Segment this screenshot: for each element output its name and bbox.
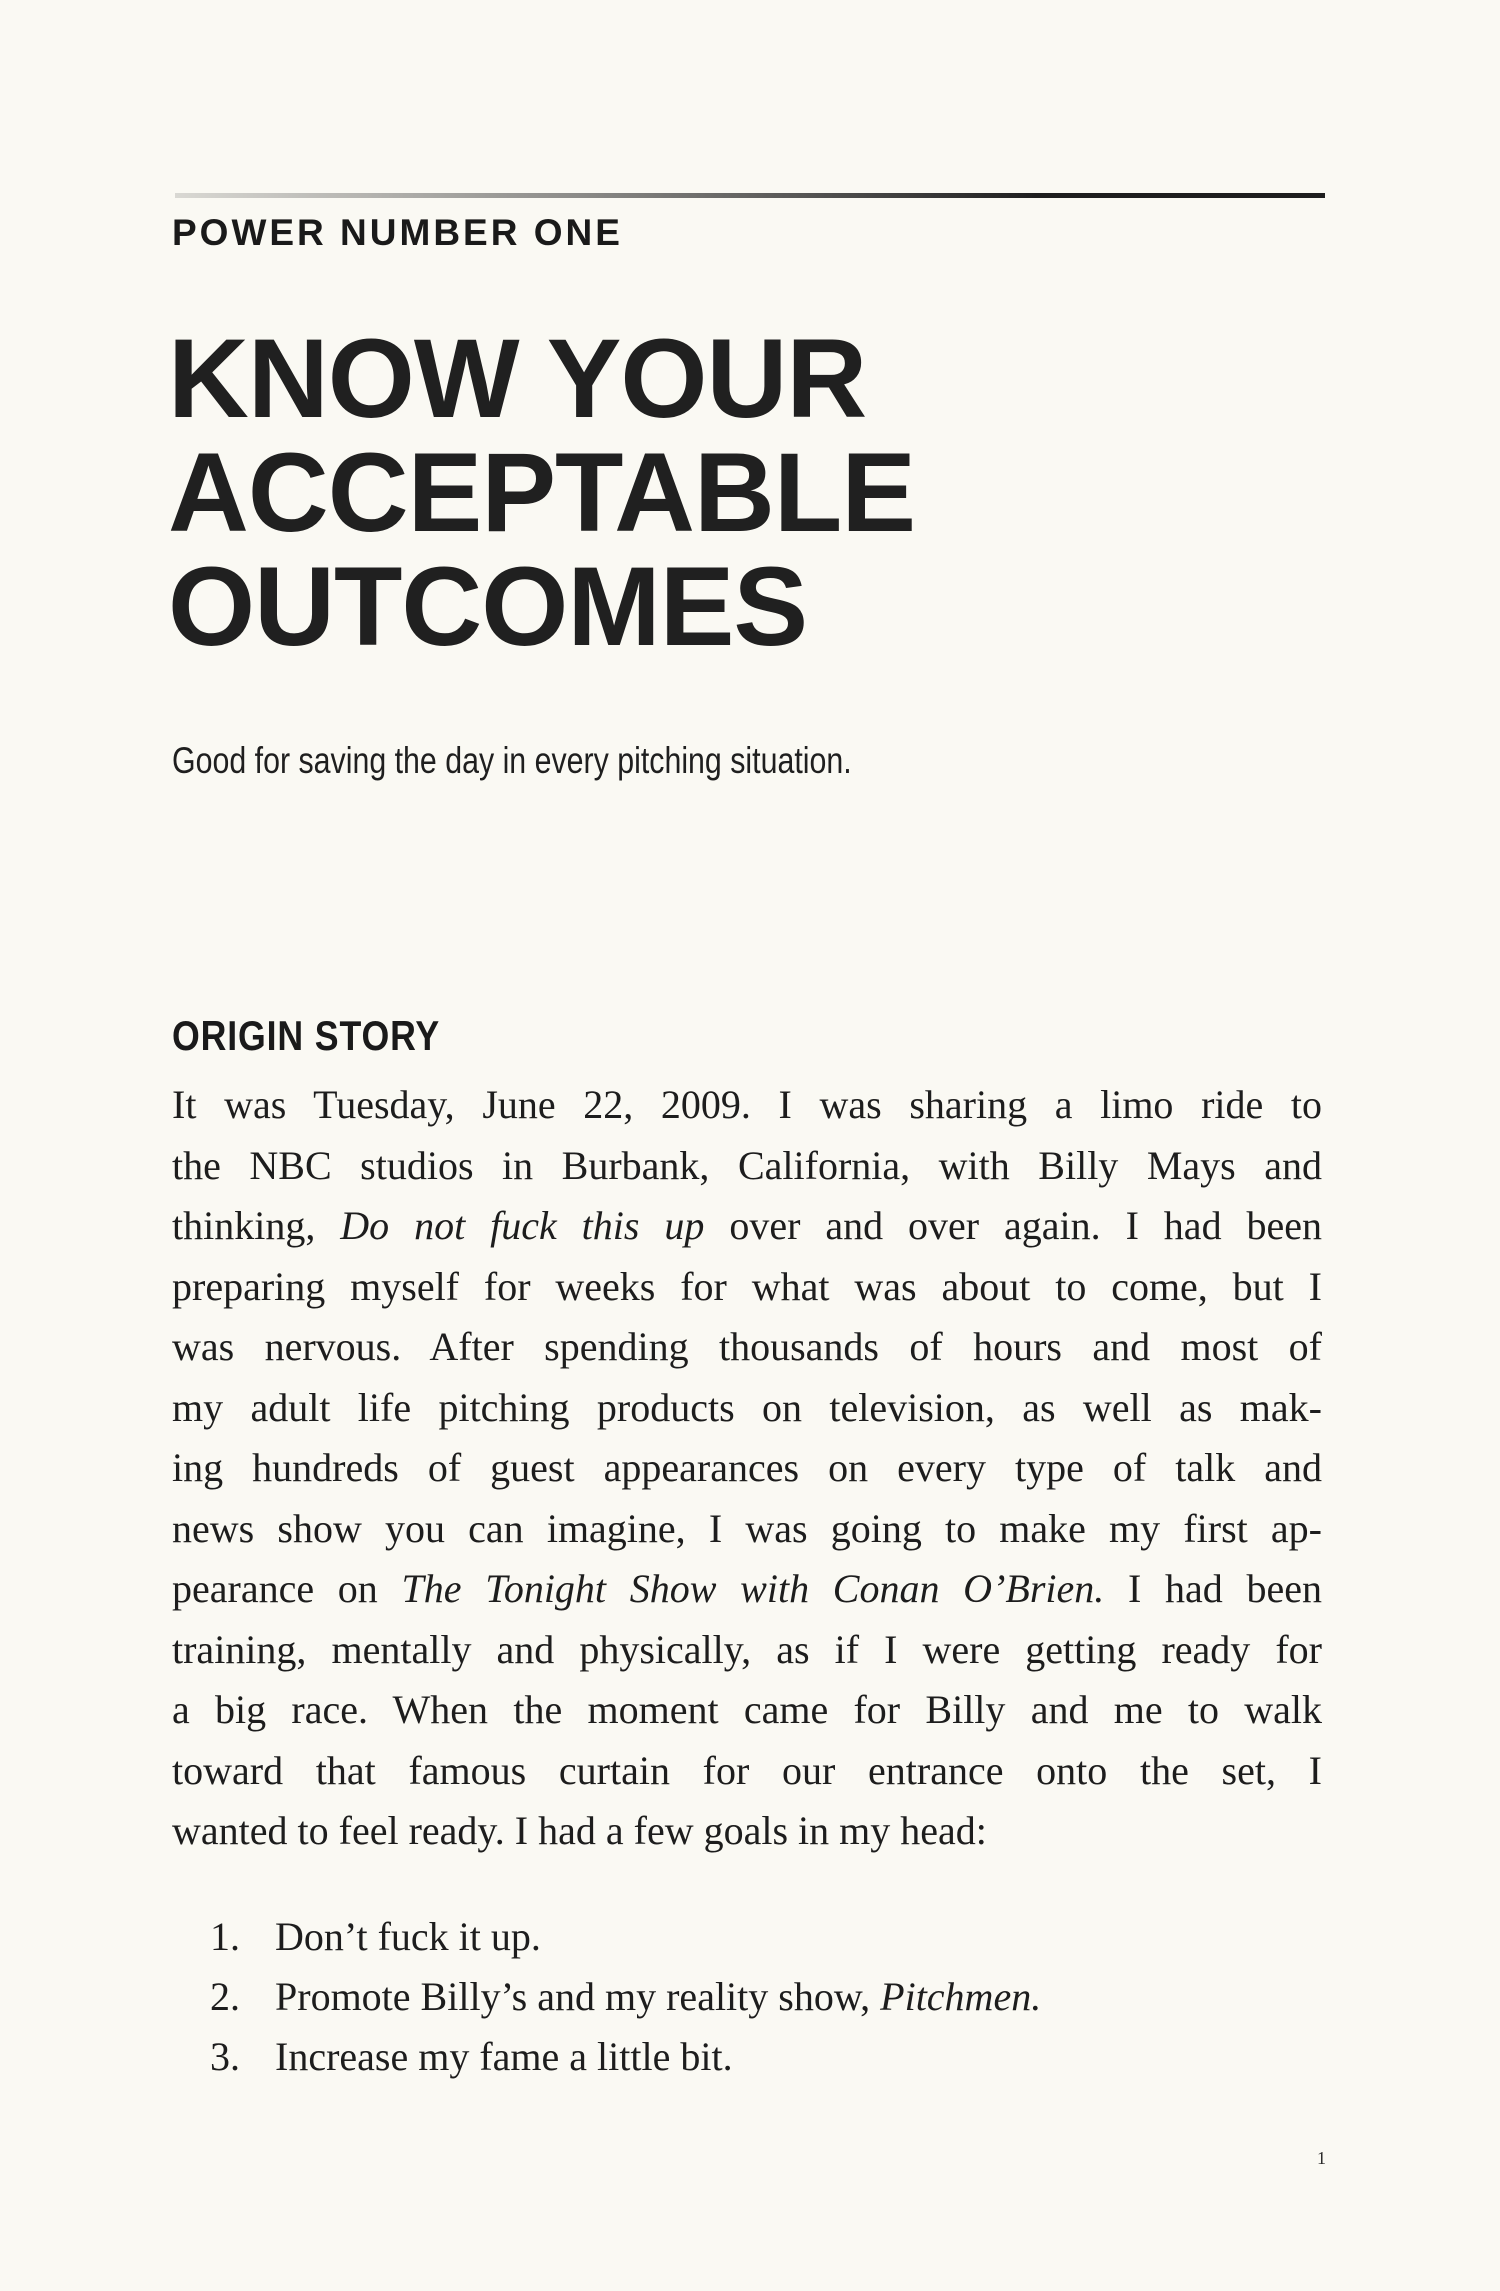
chapter-subtitle: Good for saving the day in every pitching situation. (172, 740, 852, 781)
text-run: I had been (1104, 1566, 1322, 1611)
text-run: over and over again. I had been (704, 1203, 1323, 1248)
text-line: It was Tuesday, June 22, 2009. I was sharing a limo ride to (172, 1082, 1322, 1127)
text-line: was nervous. After spending thousands of hours and most of (172, 1324, 1322, 1369)
list-text: Increase my fame a little bit. (275, 2034, 733, 2079)
text-run: Promote Billy’s and my reality show, (275, 1974, 881, 2019)
title-line: KNOW YOUR (168, 316, 867, 441)
title-line: ACCEPTABLE (168, 430, 916, 555)
text-line: a big race. When the moment came for Billy and me to walk (172, 1687, 1322, 1732)
text-line (172, 1196, 1322, 1257)
list-number: 1. (210, 1914, 240, 1959)
top-rule (175, 193, 1325, 198)
text-line (172, 1559, 1322, 1620)
text-run: pearance on (172, 1566, 402, 1611)
list-item (210, 1907, 1041, 1967)
goals-list (210, 1907, 1041, 2087)
text-line: toward that famous curtain for our entrance onto the set, I (172, 1747, 1322, 1793)
list-text: Don’t fuck it up. (275, 1914, 541, 1959)
italic-run: The Tonight Show with Conan O’Brien. (401, 1566, 1105, 1611)
text-line: training, mentally and physically, as if I were getting ready for (172, 1626, 1322, 1672)
text-run: thinking, (172, 1203, 341, 1248)
italic-run: Pitchmen. (880, 1974, 1042, 2019)
text-line: preparing myself for weeks for what was about to come, but I (172, 1263, 1322, 1309)
body-paragraph (172, 1075, 1322, 1862)
text-line: the NBC studios in Burbank, California, with Billy Mays and (172, 1142, 1322, 1188)
text-line: ing hundreds of guest appearances on every type of talk and (172, 1445, 1322, 1490)
list-item (210, 1967, 1041, 2027)
list-number: 3. (210, 2034, 240, 2079)
list-number: 2. (210, 1974, 240, 2019)
chapter-kicker: POWER NUMBER ONE (172, 212, 623, 253)
section-heading: ORIGIN STORY (172, 1012, 441, 1059)
text-line: my adult life pitching products on television, as well as mak- (172, 1384, 1322, 1430)
list-item (210, 2027, 1041, 2087)
list-text (275, 1967, 1041, 2027)
title-line: OUTCOMES (168, 544, 808, 669)
page-number: 1 (1317, 2148, 1326, 2168)
text-line: news show you can imagine, I was going to make my first ap- (172, 1505, 1322, 1551)
italic-run: Do not fuck this up (340, 1203, 705, 1248)
text-line: wanted to feel ready. I had a few goals in my head: (172, 1808, 987, 1853)
chapter-title (168, 316, 916, 669)
